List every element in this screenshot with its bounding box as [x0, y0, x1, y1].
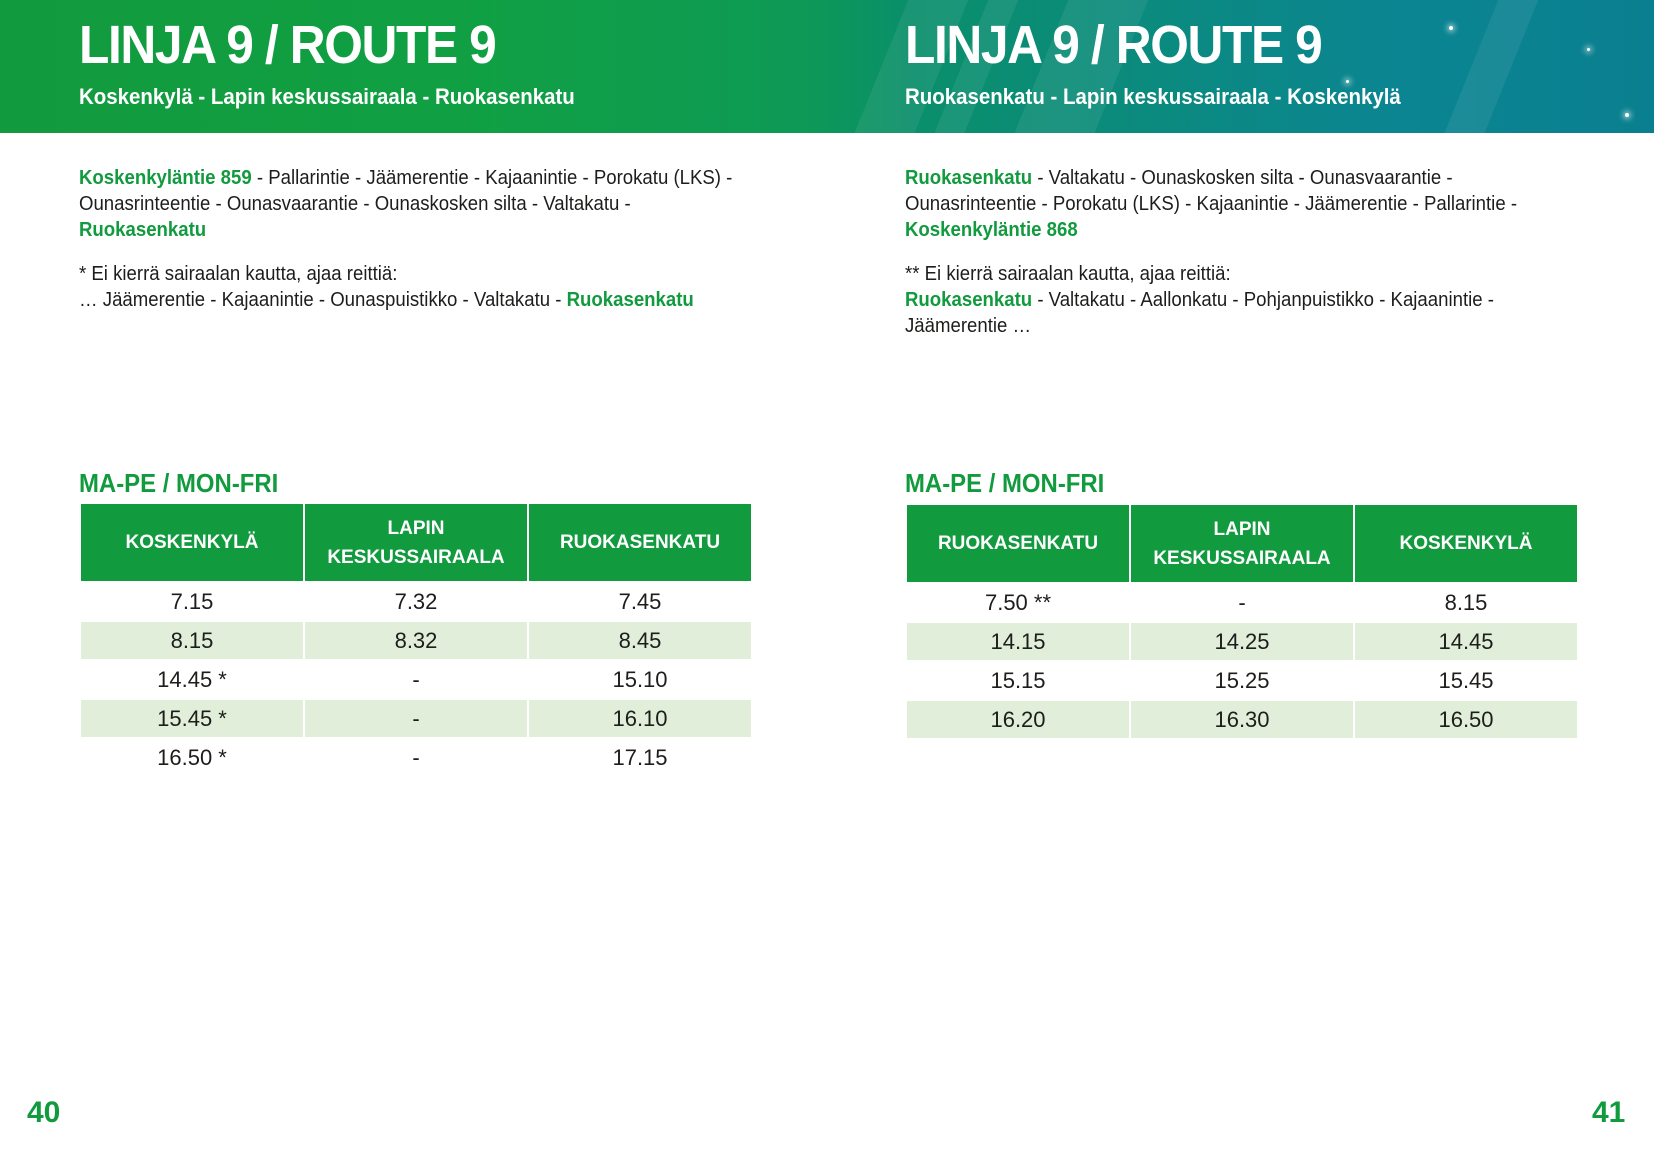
- header-banner: [0, 0, 1654, 133]
- departure-time: 14.25: [1131, 623, 1353, 660]
- route-start-stop: Koskenkyläntie 859: [79, 167, 252, 189]
- departure-time: 15.45 *: [81, 700, 303, 737]
- column-header: RUOKASENKATU: [907, 505, 1129, 582]
- departure-time: 16.30: [1131, 701, 1353, 738]
- route-subtitle-right: Ruokasenkatu - Lapin keskussairaala - Koskenkylä: [905, 84, 1401, 109]
- table-row: [81, 622, 751, 659]
- note-route: - Valtakatu - Aallonkatu - Pohjanpuistikko - Kajaanintie - Jäämerentie …: [905, 289, 1494, 337]
- route-description-right: [905, 165, 1561, 243]
- table-header-row: [907, 505, 1577, 582]
- route-subtitle-left: Koskenkylä - Lapin keskussairaala - Ruokasenkatu: [79, 84, 575, 109]
- departure-time: 15.10: [612, 666, 668, 692]
- route-end-stop: Koskenkyläntie 868: [905, 219, 1078, 241]
- light-beam: [1426, 0, 1555, 133]
- note-heading: * Ei kierrä sairaalan kautta, ajaa reittiä:: [79, 263, 398, 285]
- note-route: … Jäämerentie - Kajaanintie - Ounaspuistikko - Valtakatu -: [79, 289, 567, 311]
- star-icon: [1449, 26, 1453, 30]
- departure-time: 16.50: [1355, 701, 1577, 738]
- schedule-label-left: MA-PE / MON-FRI: [79, 468, 279, 498]
- route-stops: - Valtakatu - Ounaskosken silta - Ounasvaarantie - Ounasrinteentie - Porokatu (LKS) - Kajaanintie - Jäämerentie - Pallarintie -: [905, 167, 1518, 215]
- star-icon: [1346, 80, 1349, 83]
- column-header: KOSKENKYLÄ: [81, 504, 303, 581]
- departure-time: 15.45: [1438, 667, 1494, 693]
- departure-time: 16.10: [529, 700, 751, 737]
- column-header: RUOKASENKATU: [529, 504, 751, 581]
- table-row: [81, 661, 751, 698]
- timetable-right: [905, 503, 1579, 740]
- route-note-left: [79, 261, 749, 313]
- table-row: [81, 739, 751, 776]
- departure-time: 17.15: [612, 744, 668, 770]
- departure-time: -: [305, 700, 527, 737]
- page-number-left: 40: [27, 1096, 61, 1129]
- table-row: [907, 701, 1577, 738]
- table-row: [907, 662, 1577, 699]
- departure-time: 7.15: [170, 588, 214, 614]
- table-row: [81, 583, 751, 620]
- departure-time: -: [412, 666, 420, 692]
- page-number-right: 41: [1592, 1096, 1626, 1129]
- departure-time: 15.15: [990, 667, 1046, 693]
- departure-time: 16.20: [907, 701, 1129, 738]
- departure-time: 15.25: [1214, 667, 1270, 693]
- departure-time: 16.50 *: [157, 744, 227, 770]
- table-row: [81, 700, 751, 737]
- departure-time: 7.50 **: [984, 589, 1052, 615]
- departure-time: 14.45: [1355, 623, 1577, 660]
- departure-time: -: [1238, 589, 1246, 615]
- route-start-stop: Ruokasenkatu: [905, 167, 1033, 189]
- star-icon: [1625, 113, 1629, 117]
- departure-time: 8.45: [529, 622, 751, 659]
- route-end-stop: Ruokasenkatu: [79, 219, 207, 241]
- departure-time: -: [412, 744, 420, 770]
- note-end-stop: Ruokasenkatu: [566, 289, 694, 311]
- route-note-right: [905, 261, 1533, 339]
- departure-time: 8.32: [305, 622, 527, 659]
- route-stops: - Pallarintie - Jäämerentie - Kajaanintie - Porokatu (LKS) - Ounasrinteentie - Ounasvaarantie - Ounaskosken silta - Valtakatu -: [79, 167, 733, 215]
- departure-time: 8.15: [81, 622, 303, 659]
- departure-time: 7.45: [618, 588, 662, 614]
- departure-time: 8.15: [1444, 589, 1488, 615]
- departure-time: 7.32: [394, 588, 438, 614]
- page-title-left: LINJA 9 / ROUTE 9: [79, 15, 496, 75]
- table-header-row: [81, 504, 751, 581]
- timetable-left: [79, 502, 753, 778]
- departure-time: 14.45 *: [157, 666, 227, 692]
- star-icon: [1587, 48, 1590, 51]
- departure-time: 14.15: [907, 623, 1129, 660]
- column-header: LAPIN KESKUSSAIRAALA: [305, 504, 527, 581]
- table-row: [907, 623, 1577, 660]
- table-row: [907, 584, 1577, 621]
- page-title-right: LINJA 9 / ROUTE 9: [905, 15, 1322, 75]
- route-description-left: [79, 165, 735, 243]
- schedule-label-right: MA-PE / MON-FRI: [905, 468, 1105, 498]
- note-heading: ** Ei kierrä sairaalan kautta, ajaa reittiä:: [905, 263, 1231, 285]
- column-header: LAPIN KESKUSSAIRAALA: [1131, 505, 1353, 582]
- note-start-stop: Ruokasenkatu: [905, 289, 1033, 311]
- column-header: KOSKENKYLÄ: [1355, 505, 1577, 582]
